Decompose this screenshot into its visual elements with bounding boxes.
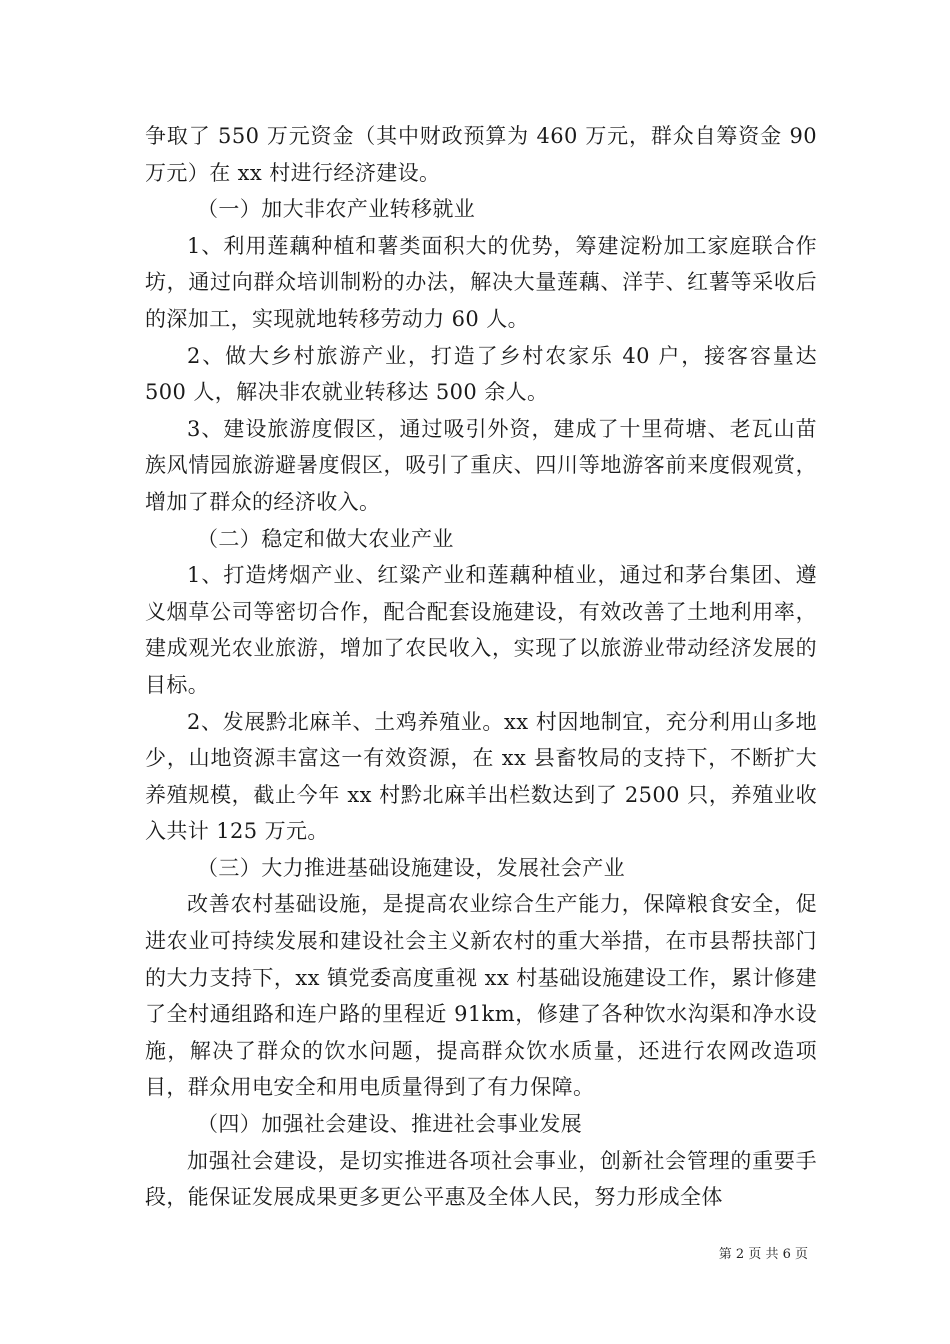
section-heading-2: （二）稳定和做大农业产业	[197, 526, 454, 551]
paragraph-continuation: 争取了 550 万元资金（其中财政预算为 460 万元，群众自筹资金 90 万元）在 xx 村进行经济建设。	[145, 124, 817, 185]
section-heading-4: （四）加强社会建设、推进社会事业发展	[197, 1112, 583, 1137]
body-paragraph: 1、利用莲藕种植和薯类面积大的优势，筹建淀粉加工家庭联合作坊，通过向群众培训制粉的办法，解决大量莲藕、洋芋、红薯等采收后的深加工，实现就地转移劳动力 60 人。	[145, 233, 817, 331]
body-paragraph: 2、发展黔北麻羊、土鸡养殖业。xx 村因地制宜，充分利用山多地少，山地资源丰富这一有效资源，在 xx 县畜牧局的支持下，不断扩大养殖规模，截止今年 xx 村黔北麻羊出栏数达到了 2500 只，养殖业收入共计 125 万元。	[145, 709, 817, 844]
body-paragraph: 加强社会建设，是切实推进各项社会事业，创新社会管理的重要手段，能保证发展成果更多更公平惠及全体人民，努力形成全体	[145, 1148, 817, 1210]
page-number: 第 2 页 共 6 页	[718, 1247, 808, 1262]
body-paragraph: 3、建设旅游度假区，通过吸引外资，建成了十里荷塘、老瓦山苗族风情园旅游避暑度假区，吸引了重庆、四川等地游客前来度假观赏，增加了群众的经济收入。	[145, 416, 817, 514]
body-paragraph: 2、做大乡村旅游产业，打造了乡村农家乐 40 户，接客容量达 500 人，解决非农就业转移达 500 余人。	[145, 343, 817, 405]
section-heading-3: （三）大力推进基础设施建设，发展社会产业	[197, 855, 625, 880]
body-paragraph: 改善农村基础设施，是提高农业综合生产能力，保障粮食安全，促进农业可持续发展和建设社会主义新农村的重大举措，在市县帮扶部门的大力支持下，xx 镇党委高度重视 xx 村基础设施建设工作，累计修建了全村通组路和连户路的里程近 91km，修建了各种饮水沟渠和净水设施，解决了群众的饮水问题，提高群众饮水质量，还进行农网改造项目，群众用电安全和用电质量得到了有力保障。	[145, 892, 817, 1100]
body-paragraph: 1、打造烤烟产业、红粱产业和莲藕种植业，通过和茅台集团、遵义烟草公司等密切合作，配合配套设施建设，有效改善了土地利用率，建成观光农业旅游，增加了农民收入，实现了以旅游业带动经济发展的目标。	[145, 563, 817, 697]
document-body	[145, 118, 817, 1216]
section-heading-1: （一）加大非农产业转移就业	[197, 197, 476, 222]
